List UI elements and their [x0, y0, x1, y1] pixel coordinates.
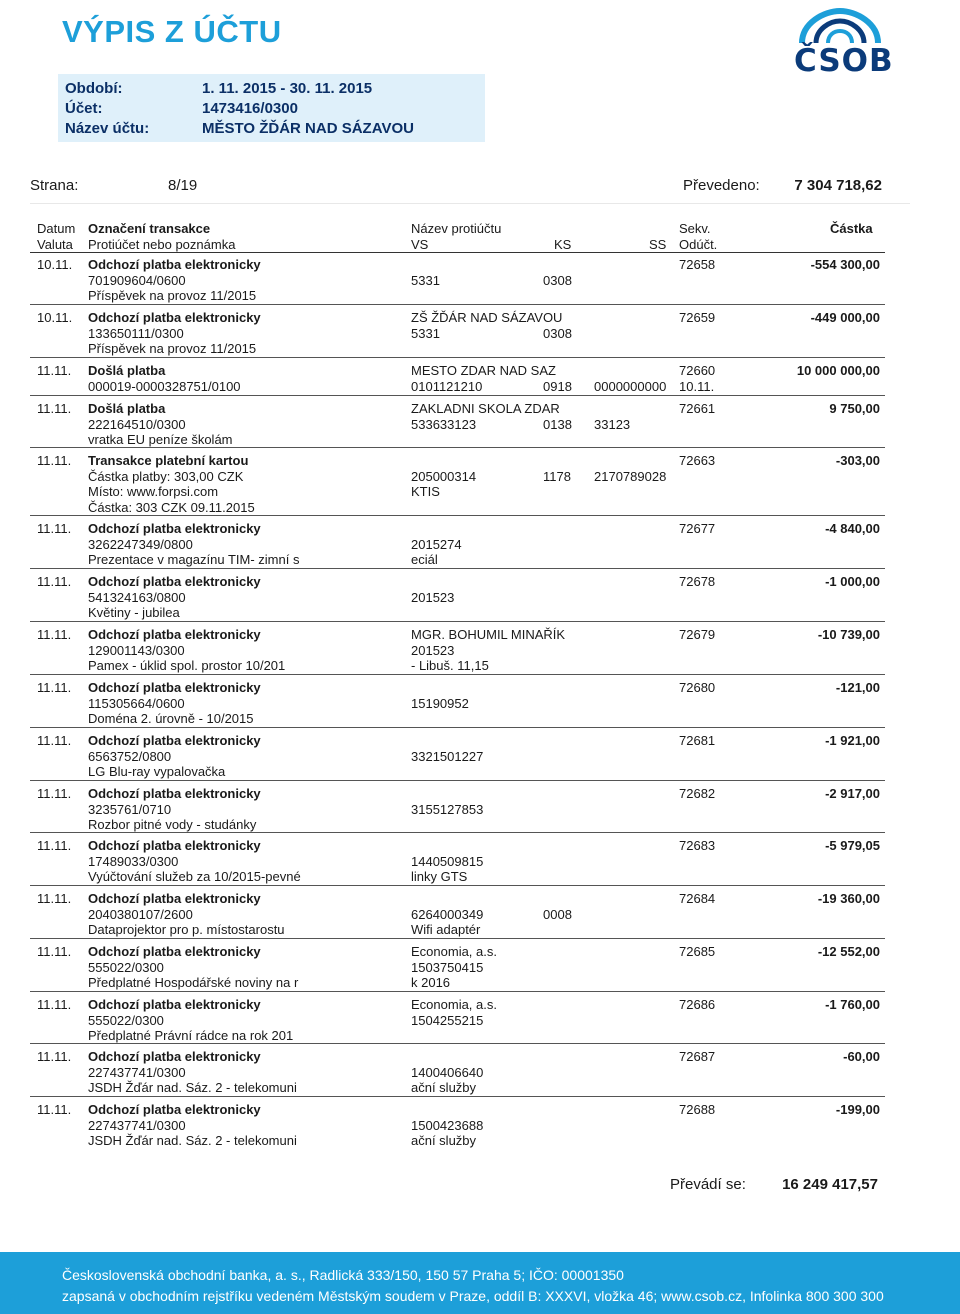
tx-amount: -2 917,00 — [825, 786, 880, 801]
tx-ks: 0918 — [543, 378, 572, 394]
account-value: 1473416/0300 — [202, 100, 298, 117]
tx-date: 11.11. — [37, 891, 72, 906]
row-divider — [30, 1096, 885, 1097]
tx-vs: 1400406640 — [411, 1064, 484, 1080]
col-counter-name: Název protiúčtu — [411, 221, 502, 236]
tx-note: JSDH Žďár nad. Sáz. 2 - telekomuni — [88, 1133, 297, 1148]
tx-note: JSDH Žďár nad. Sáz. 2 - telekomuni — [88, 1080, 297, 1095]
tx-vs: 205000314 — [411, 468, 477, 484]
tx-vs: 533633123 — [411, 416, 477, 432]
tx-amount: -12 552,00 — [817, 944, 880, 959]
tx-date: 11.11. — [37, 453, 72, 468]
tx-counter-extra: k 2016 — [411, 975, 451, 990]
tx-seq: 72677 — [679, 521, 716, 536]
tx-date: 11.11. — [37, 944, 72, 959]
tx-date: 11.11. — [37, 838, 72, 853]
tx-note-extra: Částka: 303 CZK 09.11.2015 — [88, 499, 255, 515]
carry-forward-label: Převádí se: — [670, 1176, 746, 1193]
tx-seq: 72688 — [679, 1102, 716, 1117]
tx-counter-account: 701909604/0600 — [88, 272, 186, 288]
tx-amount: 9 750,00 — [829, 401, 880, 416]
tx-note: Předplatné Právní rádce na rok 201 — [88, 1028, 294, 1043]
tx-counter-name: ZAKLADNI SKOLA ZDAR — [411, 401, 560, 416]
tx-amount: -1 760,00 — [825, 997, 880, 1012]
tx-counter-account: 2040380107/2600 — [88, 906, 193, 922]
tx-type: Odchozí platba elektronicky — [88, 891, 261, 906]
tx-note: Prezentace v magazínu TIM- zimní s — [88, 552, 300, 567]
tx-amount: -554 300,00 — [810, 257, 880, 272]
tx-counter-account: 115305664/0600 — [88, 695, 185, 711]
tx-type: Odchozí platba elektronicky — [88, 786, 261, 801]
tx-counter-account: 222164510/0300 — [88, 416, 186, 432]
row-divider — [30, 395, 885, 396]
tx-counter-extra: KTIS — [411, 484, 440, 499]
footer — [0, 1252, 960, 1314]
row-divider — [30, 727, 885, 728]
logo-text: ČSOB — [794, 43, 894, 79]
tx-amount: -19 360,00 — [817, 891, 880, 906]
col-ks: KS — [554, 237, 572, 252]
tx-amount: -5 979,05 — [825, 838, 880, 853]
carry-forward-value: 16 249 417,57 — [782, 1176, 878, 1193]
tx-vs: 1440509815 — [411, 853, 484, 869]
tx-counter-account: 555022/0300 — [88, 959, 164, 975]
tx-counter-account: 129001143/0300 — [88, 642, 185, 658]
tx-ks: 0008 — [543, 906, 572, 922]
tx-counter-account: 6563752/0800 — [88, 748, 172, 764]
tx-vs: 15190952 — [411, 695, 469, 711]
tx-date: 11.11. — [37, 363, 72, 378]
tx-seq: 72687 — [679, 1049, 716, 1064]
row-divider — [30, 621, 885, 622]
tx-date: 11.11. — [37, 1102, 72, 1117]
tx-note: LG Blu-ray vypalovačka — [88, 764, 226, 779]
tx-date: 11.11. — [37, 786, 72, 801]
tx-type: Odchozí platba elektronicky — [88, 944, 261, 959]
row-divider — [30, 357, 885, 358]
carried-over-value: 7 304 718,62 — [794, 177, 882, 194]
account-label: Účet: — [65, 100, 103, 117]
tx-type: Odchozí platba elektronicky — [88, 680, 261, 695]
tx-type: Došlá platba — [88, 363, 166, 378]
tx-seq: 72681 — [679, 733, 716, 748]
tx-counter-name: Economia, a.s. — [411, 944, 497, 959]
tx-vs: 201523 — [411, 642, 455, 658]
csob-logo-icon — [794, 5, 886, 45]
col-transaction: Označení transakce — [88, 221, 211, 236]
tx-ss: 0000000000 — [594, 378, 667, 394]
tx-seq: 72682 — [679, 786, 716, 801]
tx-counter-name: MGR. BOHUMIL MINAŘÍK — [411, 627, 566, 642]
tx-counter-extra: ační služby — [411, 1080, 477, 1095]
col-counter-account: Protiúčet nebo poznámka — [88, 237, 236, 252]
col-booking: Odúčt. — [679, 237, 718, 252]
tx-vs: 0101121210 — [411, 378, 483, 394]
header-rule — [30, 252, 885, 253]
tx-date: 11.11. — [37, 680, 72, 695]
tx-type: Došlá platba — [88, 401, 166, 416]
tx-seq: 72663 — [679, 453, 716, 468]
statement-title: VÝPIS Z ÚČTU — [62, 14, 282, 49]
tx-counter-name: ZŠ ŽĎÁR NAD SÁZAVOU — [411, 310, 563, 325]
col-seq: Sekv. — [679, 221, 711, 236]
tx-counter-account: 3262247349/0800 — [88, 536, 193, 552]
account-name-value: MĚSTO ŽĎÁR NAD SÁZAVOU — [202, 120, 414, 137]
tx-ks: 0308 — [543, 325, 572, 341]
row-divider — [30, 780, 885, 781]
tx-amount: -303,00 — [835, 453, 880, 468]
period-value: 1. 11. 2015 - 30. 11. 2015 — [202, 80, 373, 97]
tx-type: Odchozí platba elektronicky — [88, 574, 261, 589]
tx-note: Rozbor pitné vody - studánky — [88, 817, 257, 832]
row-divider — [30, 991, 885, 992]
tx-seq: 72659 — [679, 310, 716, 325]
tx-counter-extra: linky GTS — [411, 869, 468, 884]
tx-note: Příspěvek na provoz 11/2015 — [88, 341, 257, 356]
tx-counter-name: MESTO ZDAR NAD SAZ — [411, 363, 556, 378]
tx-counter-extra: - Libuš. 11,15 — [411, 658, 489, 673]
tx-vs: 5331 — [411, 325, 440, 341]
row-divider — [30, 515, 885, 516]
footer-line-2: zapsaná v obchodním rejstříku vedeném Městským soudem v Praze, oddíl B: XXXVI, vložka 46; www.csob.cz, Infolinka 800 300 300 — [62, 1288, 884, 1304]
tx-counter-account: 133650111/0300 — [88, 325, 184, 341]
tx-vs: 1500423688 — [411, 1117, 484, 1133]
tx-counter-account: 227437741/0300 — [88, 1064, 186, 1080]
tx-note: Pamex - úklid spol. prostor 10/201 — [88, 658, 286, 673]
col-ss: SS — [649, 237, 667, 252]
divider — [30, 203, 910, 204]
tx-ks: 0138 — [543, 416, 572, 432]
tx-amount: -1 921,00 — [825, 733, 880, 748]
tx-seq: 72684 — [679, 891, 716, 906]
tx-counter-extra: eciál — [411, 552, 438, 567]
row-divider — [30, 674, 885, 675]
tx-vs: 6264000349 — [411, 906, 484, 922]
period-label: Období: — [65, 80, 123, 97]
row-divider — [30, 832, 885, 833]
tx-amount: -121,00 — [835, 680, 880, 695]
tx-amount: -4 840,00 — [825, 521, 880, 536]
page-number: 8/19 — [168, 177, 198, 194]
tx-type: Odchozí platba elektronicky — [88, 257, 261, 272]
tx-note: Místo: www.forpsi.com — [88, 484, 219, 499]
tx-note: Květiny - jubilea — [88, 605, 180, 620]
footer-line-1: Československá obchodní banka, a. s., Radlická 333/150, 150 57 Praha 5; IČO: 00001350 — [62, 1267, 624, 1283]
tx-amount: 10 000 000,00 — [796, 363, 880, 378]
tx-counter-account: 227437741/0300 — [88, 1117, 186, 1133]
tx-amount: -10 739,00 — [817, 627, 880, 642]
tx-ks: 0308 — [543, 272, 572, 288]
tx-counter-account: 17489033/0300 — [88, 853, 179, 869]
col-value-date: Valuta — [37, 237, 73, 252]
row-divider — [30, 447, 885, 448]
csob-logo — [794, 5, 894, 79]
tx-type: Odchozí platba elektronicky — [88, 838, 261, 853]
tx-note: vratka EU peníze školám — [88, 432, 233, 447]
page-label: Strana: — [30, 177, 79, 194]
tx-counter-account: 3235761/0710 — [88, 801, 172, 817]
tx-type: Odchozí platba elektronicky — [88, 1049, 261, 1064]
tx-amount: -199,00 — [835, 1102, 880, 1117]
tx-ks: 1178 — [543, 468, 571, 484]
tx-seq: 72658 — [679, 257, 716, 272]
tx-counter-extra: Wifi adaptér — [411, 922, 481, 937]
tx-date: 11.11. — [37, 401, 72, 416]
tx-seq: 72683 — [679, 838, 716, 853]
tx-counter-name: Economia, a.s. — [411, 997, 497, 1012]
tx-date: 11.11. — [37, 733, 72, 748]
tx-date: 11.11. — [37, 997, 72, 1012]
tx-counter-account: 555022/0300 — [88, 1012, 164, 1028]
tx-vs: 2015274 — [411, 536, 462, 552]
row-divider — [30, 568, 885, 569]
tx-type: Odchozí platba elektronicky — [88, 310, 261, 325]
tx-counter-extra: ační služby — [411, 1133, 477, 1148]
tx-ss: 33123 — [594, 416, 631, 432]
tx-date: 11.11. — [37, 627, 72, 642]
tx-amount: -1 000,00 — [825, 574, 880, 589]
tx-type: Odchozí platba elektronicky — [88, 627, 261, 642]
col-vs: VS — [411, 237, 429, 252]
tx-note: Doména 2. úrovně - 10/2015 — [88, 711, 254, 726]
tx-note: Vyúčtování služeb za 10/2015-pevné — [88, 869, 301, 884]
tx-amount: -60,00 — [843, 1049, 880, 1064]
row-divider — [30, 885, 885, 886]
tx-type: Transakce platební kartou — [88, 453, 249, 468]
tx-date: 10.11. — [37, 310, 73, 325]
tx-counter-account: 000019-0000328751/0100 — [88, 378, 241, 394]
tx-seq: 72661 — [679, 401, 716, 416]
tx-type: Odchozí platba elektronicky — [88, 1102, 261, 1117]
row-divider — [30, 938, 885, 939]
row-divider — [30, 304, 885, 305]
tx-seq: 72678 — [679, 574, 716, 589]
tx-amount: -449 000,00 — [810, 310, 880, 325]
tx-type: Odchozí platba elektronicky — [88, 733, 261, 748]
row-divider — [30, 1043, 885, 1044]
tx-seq: 72660 — [679, 363, 716, 378]
col-amount: Částka — [830, 221, 873, 236]
tx-seq: 72680 — [679, 680, 716, 695]
tx-type: Odchozí platba elektronicky — [88, 521, 261, 536]
tx-ss: 2170789028 — [594, 468, 667, 484]
tx-type: Odchozí platba elektronicky — [88, 997, 261, 1012]
account-header — [58, 74, 485, 142]
tx-note: Dataprojektor pro p. místostarostu — [88, 922, 285, 937]
tx-seq: 72685 — [679, 944, 716, 959]
tx-counter-account: 541324163/0800 — [88, 589, 186, 605]
tx-booking-date: 10.11. — [679, 378, 715, 394]
tx-vs: 1503750415 — [411, 959, 484, 975]
account-name-label: Název účtu: — [65, 120, 150, 137]
tx-counter-account: Částka platby: 303,00 CZK — [88, 468, 244, 484]
carried-over-label: Převedeno: — [683, 177, 760, 194]
tx-note: Příspěvek na provoz 11/2015 — [88, 288, 257, 303]
tx-vs: 3155127853 — [411, 801, 484, 817]
col-date: Datum — [37, 221, 76, 236]
tx-seq: 72686 — [679, 997, 716, 1012]
tx-date: 11.11. — [37, 1049, 72, 1064]
tx-vs: 1504255215 — [411, 1012, 484, 1028]
tx-date: 11.11. — [37, 574, 72, 589]
tx-vs: 201523 — [411, 589, 455, 605]
tx-note: Předplatné Hospodářské noviny na r — [88, 975, 299, 990]
tx-date: 10.11. — [37, 257, 73, 272]
tx-vs: 3321501227 — [411, 748, 484, 764]
tx-seq: 72679 — [679, 627, 716, 642]
tx-date: 11.11. — [37, 521, 72, 536]
tx-vs: 5331 — [411, 272, 440, 288]
